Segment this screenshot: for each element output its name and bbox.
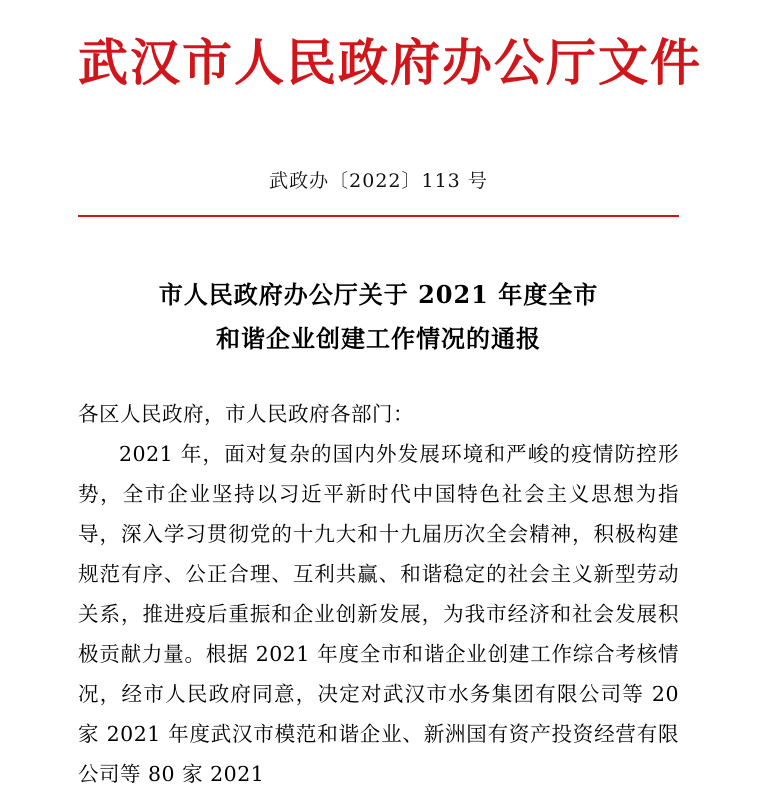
document-paragraph-1: 2021 年，面对复杂的国内外发展环境和严峻的疫情防控形势，全市企业坚持以习近平新时代中国特色社会主义思想为指导，深入学习贯彻党的十九大和十九届历次全会精神，积极构建规范有序、公正合理、互利共赢、和谐稳定的社会主义新型劳动关系，推进疫后重振和企业创新发展，为我市经济和社会发展积极贡献力量。根据 2021 年度全市和谐企业创建工作综合考核情况，经市人民政府同意，决定对武汉市水务集团有限公司等 20 家 2021 年度武汉市模范和谐企业、新洲国有资产投资经营有限公司等 80 家 2021: [78, 442, 679, 786]
document-body: [78, 395, 679, 795]
document-masthead: 武汉市人民政府办公厅文件: [78, 33, 702, 92]
red-divider-rule: [78, 215, 679, 217]
document-page: [0, 34, 757, 791]
document-title: [78, 273, 679, 362]
document-salutation: 各区人民政府，市人民政府各部门：: [78, 402, 414, 427]
document-title-line-1: 市人民政府办公厅关于 2021 年度全市: [158, 279, 599, 309]
document-number: 武政办〔2022〕113 号: [269, 169, 488, 192]
document-title-line-2: 和谐企业创建工作情况的通报: [216, 323, 541, 353]
